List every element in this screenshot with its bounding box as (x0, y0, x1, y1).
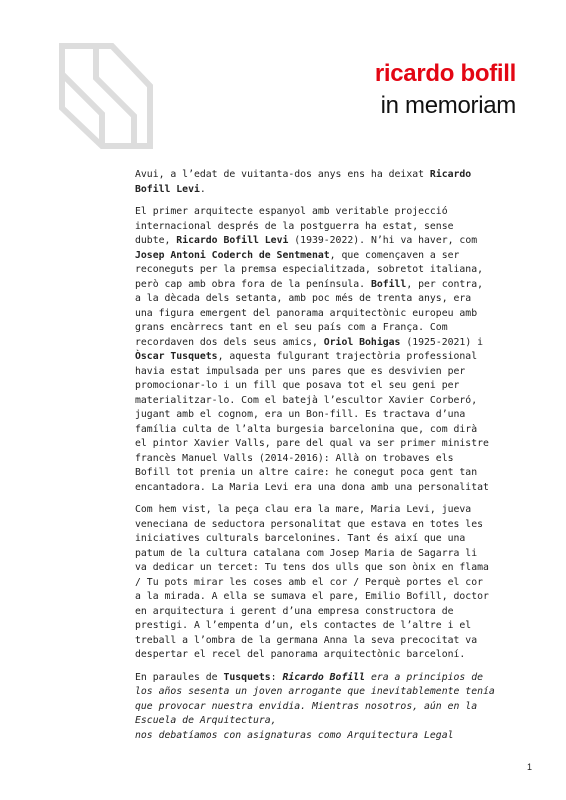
text-line: El primer arquitecte espanyol amb veritable projecció (135, 206, 448, 217)
text-line: Com hem vist, la peça clau era la mare, Maria Levi, jueva (135, 504, 472, 515)
text-line: iniciatives culturals barcelonines. Tant és així que una (135, 533, 466, 544)
text-line: materialitzar-lo. Com el batejà l’escultor Xavier Corberó, (135, 394, 478, 406)
bold-name: Òscar Tusquets (135, 351, 218, 362)
text-span: . (199, 183, 206, 195)
paragraph-2 (135, 205, 515, 495)
text-line (135, 350, 515, 365)
text-span: dubte, (135, 235, 177, 246)
quote-line: nos debatíamos con asignaturas como Arquitectura Legal (135, 729, 454, 741)
bold-name: Tusquets (223, 671, 271, 683)
text-line: veneciana de seductora personalitat que estava en totes les (135, 518, 483, 530)
text-line: despertar el recel del panorama arquitectònic barceloní. (135, 649, 466, 660)
text-line: havia estat impulsada per uns pares que es desvivien per (135, 365, 466, 377)
bold-name: Oriol Bohigas (323, 336, 401, 348)
text-span: recordaven dos dels seus amics, (135, 336, 324, 348)
text-line (135, 249, 515, 264)
text-span: però cap amb obra fora de la península. (135, 278, 371, 290)
quote-text: era a principios de (365, 671, 484, 683)
article-body (135, 168, 515, 751)
quote-line: que provocar nuestra envidia. Mientras nosotros, aún en la (135, 700, 478, 712)
paragraph-4 (135, 671, 515, 744)
text-line: patum de la cultura catalana com Josep Maria de Sagarra li (135, 547, 478, 559)
text-line: una figura emergent del panorama arquitectònic europeu amb (135, 307, 478, 319)
text-span: Avui, a l’edat de vuitanta-dos anys ens ha deixat (135, 169, 430, 180)
text-line: família culta de l’alta burgesia barcelonina que, com dirà (135, 423, 478, 435)
paragraph-3 (135, 503, 515, 663)
text-line: promocionar-lo i un fill que posava tot el seu geni per (135, 380, 460, 391)
text-line: francès Manuel Valls (2014-2016): Allà on trobaves els (135, 452, 454, 464)
text-span: En paraules de (135, 671, 224, 683)
text-line: prestigi. A l’empenta d’un, els contactes de l’altre i el (135, 620, 472, 631)
page-title: ricardo bofill (374, 60, 516, 87)
text-line: / Tu pots mirar les coses amb el cor / Perquè portes el cor (135, 576, 483, 588)
text-line: reconeguts per la premsa especialitzada, sobretot italiana, (135, 264, 483, 275)
bold-name: Josep Antoni Coderch de Sentmenat (135, 249, 330, 261)
text-line: treball a l’ombra de la germana Anna la seva precocitat va (135, 634, 478, 646)
text-span: , que començaven a ser (329, 249, 460, 261)
text-line (135, 168, 515, 183)
text-span: : (270, 671, 283, 683)
text-line: en arquitectura i gerent d’una empresa constructora de (135, 605, 454, 617)
text-line: encantadora. La Maria Levi era una dona amb una personalitat (135, 481, 489, 493)
paragraph-1 (135, 168, 515, 197)
text-line (135, 278, 515, 293)
bold-name: Ricardo (429, 169, 472, 180)
text-line: Bofill tot prenia un altre caire: he conegut poca gent tan (135, 467, 478, 478)
page-subtitle: in memoriam (380, 92, 516, 119)
text-line (135, 183, 515, 198)
bold-italic-name: Ricardo Bofill (282, 671, 366, 683)
text-span: , aquesta fulgurant trajectòria professional (217, 351, 478, 362)
text-line: jugant amb el cognom, era un Bon-fill. Es tractava d’una (135, 409, 466, 420)
text-line (135, 671, 515, 686)
text-line: va dedicar un tercet: Tu tens dos ulls que son ònix en flama (135, 562, 489, 573)
text-span: (1925-2021) i (400, 336, 484, 348)
text-line: grans encàrrecs tant en el seu país com a França. Com (135, 322, 448, 333)
quote-line: los años sesenta un joven arrogante que inevitablemente tenía (135, 686, 495, 697)
bold-name: Bofill (370, 278, 407, 290)
page-number: 1 (527, 762, 533, 772)
text-line: a la mirada. A ella se sumava el pare, Emilio Bofill, doctor (135, 591, 489, 602)
bofill-outline-logo-icon (50, 38, 160, 156)
text-line: internacional després de la postguerra ha estat, sense (135, 220, 454, 232)
text-line: a la dècada dels setanta, amb poc més de trenta anys, era (135, 293, 472, 304)
text-line (135, 234, 515, 249)
bold-name: Ricardo Bofill Levi (176, 235, 289, 246)
text-span: , per contra, (406, 278, 484, 290)
quote-line: Escuela de Arquitectura, (135, 715, 277, 726)
text-span: (1939-2022). N’hi va haver, com (288, 235, 478, 246)
bold-name: Bofill Levi (135, 183, 200, 195)
text-line: el pintor Xavier Valls, pare del qual va ser primer ministre (135, 438, 489, 449)
text-line (135, 336, 515, 351)
